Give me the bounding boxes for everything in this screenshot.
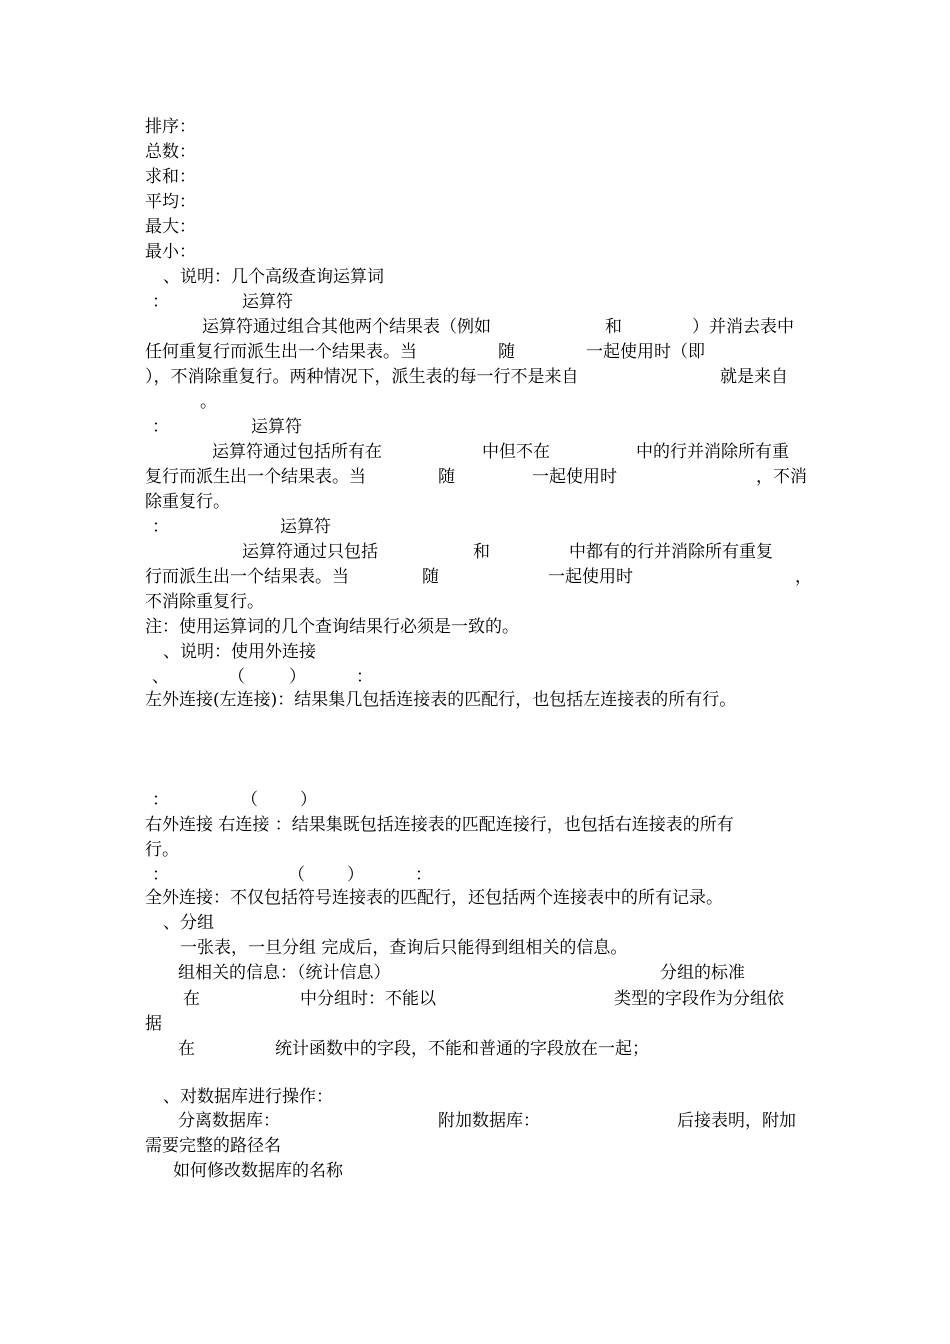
right-join-head: （ [241,790,258,810]
section-heading-group-by: 、分组 [163,913,214,933]
union-text: 和 [605,317,622,337]
group-by-text: 在 [178,1039,195,1059]
group-by-text: 一张表，一旦分组 完成后，查询后只能得到组相关的信息。 [180,938,628,958]
section-heading-operators: 、说明：几个高级查询运算词 [163,267,384,287]
except-text: 中但不在 [482,442,550,462]
intersect-text: 运算符通过只包括 [242,542,378,562]
intersect-text: 中都有的行并消除所有重复 [569,542,773,562]
left-join-head: ） [289,667,306,687]
right-join-head: ） [300,790,317,810]
intersect-text: 和 [473,542,490,562]
agg-count: 总数： [145,142,196,162]
full-join-desc: 全外连接：不仅包括符号连接表的匹配行，还包括两个连接表中的所有记录。 [145,888,723,908]
union-text: 。 [200,392,217,412]
right-join-head: ： [152,790,169,810]
group-by-text: 在 [183,989,200,1009]
database-ops-text: 分离数据库： [178,1111,280,1131]
rename-database-text: 如何修改数据库的名称 [173,1161,343,1181]
section-heading-outer-join: 、说明：使用外连接 [163,642,316,662]
intersect-text: 不消除重复行。 [145,592,264,612]
intersect-text: 行而派生出一个结果表。当 [145,567,349,587]
union-text: 一起使用时（即 [586,342,705,362]
except-text: 一起使用时 [532,467,617,487]
full-join-head: ） [347,865,364,885]
full-join-head: ： [415,865,432,885]
intersect-head-name: 运算符 [280,517,331,537]
left-join-head: ： [356,667,373,687]
left-join-head: （ [228,667,245,687]
database-ops-text: 后接表明，附加 [677,1111,796,1131]
except-head-name: 运算符 [251,417,302,437]
agg-avg: 平均： [145,192,196,212]
union-head-colon: ： [152,292,169,312]
operators-note: 注：使用运算词的几个查询结果行必须是一致的。 [145,617,519,637]
group-by-text: 中分组时：不能以 [300,989,436,1009]
except-text: 复行而派生出一个结果表。当 [145,467,366,487]
group-by-text: 类型的字段作为分组依 [614,989,784,1009]
group-by-text: 组相关的信息：（统计信息） [178,963,391,983]
union-text: 就是来自 [720,367,788,387]
union-text: ）并消去表中 [692,317,794,337]
full-join-head: （ [288,865,305,885]
except-text: 除重复行。 [145,492,230,512]
union-head-name: 运算符 [242,292,293,312]
except-head-colon: ： [152,417,169,437]
full-join-head: ： [152,865,169,885]
agg-max: 最大： [145,217,196,237]
right-join-desc: 行。 [145,840,179,860]
left-join-desc: 左外连接(左连接)：结果集几包括连接表的匹配行，也包括左连接表的所有行。 [145,690,737,710]
agg-min: 最小： [145,242,196,262]
group-by-text: 分组的标准 [660,963,745,983]
intersect-text: 一起使用时 [548,567,633,587]
intersect-text: 随 [422,567,439,587]
database-ops-text: 附加数据库： [438,1111,540,1131]
except-text: 运算符通过包括所有在 [212,442,382,462]
union-text: 运算符通过组合其他两个结果表（例如 [202,317,491,337]
section-heading-database-ops: 、对数据库进行操作： [163,1087,333,1107]
union-text: ），不消除重复行。两种情况下，派生表的每一行不是来自 [145,367,579,387]
intersect-text: ， [795,567,812,587]
right-join-desc: 右外连接 右连接 ：结果集既包括连接表的匹配连接行，也包括右连接表的所有 [145,815,734,835]
group-by-text: 统计函数中的字段，不能和普通的字段放在一起； [275,1039,649,1059]
agg-sort: 排序： [145,117,196,137]
agg-sum: 求和： [145,167,196,187]
except-text: 中的行并消除所有重 [636,442,789,462]
union-text: 随 [498,342,515,362]
group-by-text: 据 [145,1014,162,1034]
left-join-head: 、 [152,667,169,687]
intersect-head-colon: ： [152,517,169,537]
database-ops-text: 需要完整的路径名 [145,1136,281,1156]
union-text: 任何重复行而派生出一个结果表。当 [145,342,417,362]
except-text: ，不消 [756,467,807,487]
except-text: 随 [438,467,455,487]
